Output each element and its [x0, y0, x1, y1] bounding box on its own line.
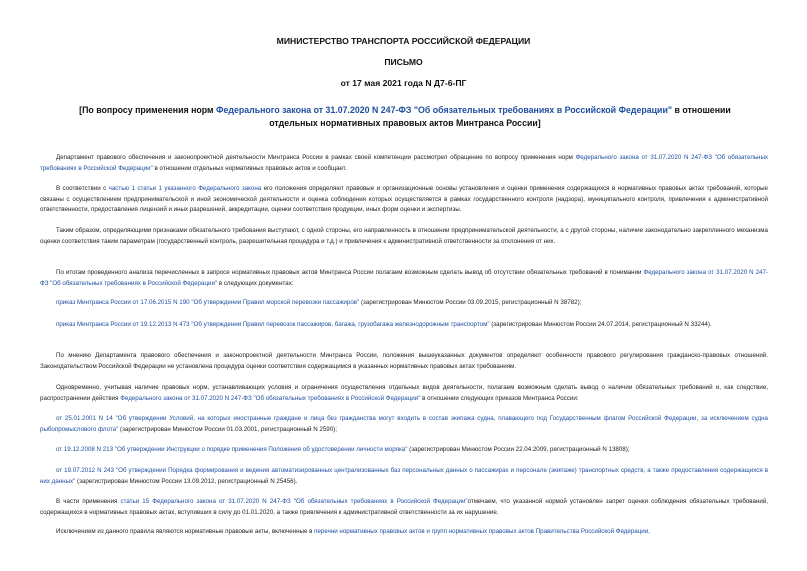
p12-text: В части применения: [56, 498, 121, 505]
paragraph-11: [40, 466, 768, 487]
p10-order-link[interactable]: от 19.12.2008 N 213 "Об утверждении Инструкции о порядке применения Положения об удостоверении личности моряка": [56, 446, 408, 453]
p1-text: Департамент правового обеспечения и законопроектной деятельности Минтранса России в рамках своей компетенции рассмотрел обращение по вопросу применения норм: [56, 154, 576, 161]
p4-text: По итогам проведенного анализа перечисленных в запросе нормативных правовых актов Минтранса России полагаем возможным сделать вывод об отсутствии обязательных требований в понимании: [56, 269, 644, 276]
subject-law-link[interactable]: Федерального закона от 31.07.2020 N 247-ФЗ "Об обязательных требованиях в Российской Федерации": [215, 105, 673, 115]
subject-suffix: в отношении отдельных нормативных правовых актов Минтранса России]: [269, 105, 731, 128]
p5-text-end: (зарегистрирован Минюстом России 03.09.2015, регистрационный N 38782);: [359, 299, 582, 306]
p1-law-link[interactable]: Федерального закона от 31.07.2020 N 247-ФЗ "Об обязательных требованиях в Российской Федерации": [40, 154, 768, 172]
document-date-number: от 17 мая 2021 года N Д7-6-ПГ: [340, 78, 467, 88]
p2-text: В соответствии с: [56, 185, 109, 192]
paragraph-3: Таким образом, определяющими признаками обязательного требования выступают, с одной стороны, его направленность в отношении предпринимательской деятельности, а с другой стороны, наличие законодательно закрепленного механизма оценки соответствия таким параметрам (государственный контроль, разрешительная процедура и т.д.) и привлечения к административной ответственности за отклонения от них.: [40, 227, 768, 245]
paragraph-12: [40, 497, 768, 518]
paragraph-8: [40, 383, 768, 404]
p12-text-end: отмечаем, что указанной нормой установлен запрет оценки соблюдения обязательных требований, содержащихся в нормативных правовых актах, вступивших в силу до 01.01.2020, а также привлечения к административной ответственности за их нарушение.: [40, 498, 769, 516]
p13-list-link[interactable]: перечни нормативных правовых актов и групп нормативных правовых актов Правительства Российской Федерации,: [314, 528, 650, 535]
p12-article-link[interactable]: статьи 15 Федерального закона от 31.07.2020 N 247-ФЗ "Об обязательных требованиях в Российской Федерации": [120, 498, 468, 505]
p8-text: Одновременно, учитывая наличие правовых норм, устанавливающих условия и ограничения осуществления отдельных видов деятельности, полагаем возможным сделать вывод о наличии обязательных требований и, как следствие, распространении действия: [40, 384, 768, 402]
ministry-title: МИНИСТЕРСТВО ТРАНСПОРТА РОССИЙСКОЙ ФЕДЕРАЦИИ: [276, 36, 531, 46]
p8-text-end: в отношении следующих приказов Минтранса России:: [420, 394, 579, 402]
paragraph-13: [40, 527, 768, 538]
p2-article-link[interactable]: частью 1 статьи 1 указанного Федерального закона: [108, 185, 262, 192]
p13-text: Исключением из данного правила являются нормативные правовые акты, включенные в: [56, 528, 315, 535]
paragraph-2: [40, 184, 768, 216]
paragraph-10: [40, 445, 768, 456]
p9-order-link[interactable]: от 25.01.2001 N 14 "Об утверждении Условий, на которых иностранные граждане и лица без гражданства могут входить в состав экипажа судна, плавающего под Государственным флагом Российской Федерации, за исключением судна рыбопромыслового флота": [40, 415, 768, 433]
paragraph-7: По мнению Департамента правового обеспечения и законопроектной деятельности Минтранса России, положения вышеуказанных документов определяют особенности правового регулирования гражданско-правовых отношений. Законодательством Российской Федерации не установлена процедура оценки соответствия содержащимся в указанных нормативных правовых актах требованиям.: [40, 352, 768, 370]
p11-text-end: (зарегистрирован Минюстом России 13.09.2012, регистрационный N 25456).: [75, 477, 298, 485]
p10-text-end: (зарегистрирован Минюстом России 22.04.2009, регистрационный N 13808);: [407, 446, 630, 453]
p1-text-end: в отношении отдельных нормативных правовых актов и сообщает.: [152, 164, 347, 172]
paragraph-1: [40, 153, 768, 174]
paragraph-6: [40, 320, 768, 331]
document-type: ПИСЬМО: [384, 57, 423, 67]
p6-text-end: (зарегистрирован Минюстом России 24.07.2014, регистрационный N 33244).: [489, 321, 712, 328]
p4-law-link[interactable]: Федерального закона от 31.07.2020 N 247-ФЗ "Об обязательных требованиях в Российской Федерации": [40, 269, 768, 287]
p6-order-link[interactable]: приказ Минтранса России от 19.12.2013 N 473 "Об утверждении Правил перевозок пассажиров, багажа, грузобагажа железнодорожным транспортом": [56, 321, 490, 328]
document-subject: [60, 104, 750, 129]
p8-law-link[interactable]: Федерального закона от 31.07.2020 N 247-ФЗ "Об обязательных требованиях в Российской Федерации": [120, 394, 421, 402]
paragraph-4: [40, 268, 768, 289]
paragraph-5: [40, 298, 768, 309]
p2-text-end: его положения определяют правовые и организационные основы установления и оценки применения содержащихся в нормативных правовых актах требований, которые связаны с осуществлением предпринимательской и иной экономической деятельности и оценка соблюдения которых осуществляется в рамках государственного контроля (надзора), муниципального контроля, привлечения к административной ответственности, предоставления лицензий и иных разрешений, аккредитации, оценки соответствия продукции, иных форм оценки и экспертизы.: [40, 185, 768, 214]
p5-order-link[interactable]: приказ Минтранса России от 17.06.2015 N 190 "Об утверждении Правил морской перевозки пассажиров": [56, 299, 360, 306]
p9-text-end: (зарегистрирован Минюстом России 01.03.2001, регистрационный N 2590);: [118, 425, 337, 433]
subject-prefix: [По вопросу применения норм: [79, 105, 216, 115]
paragraph-9: [40, 414, 768, 435]
p4-text-end: в следующих документах:: [217, 279, 294, 287]
p11-order-link[interactable]: от 19.07.2012 N 243 "Об утверждении Порядка формирования и ведения автоматизированных централизованных баз персональных данных о пассажирах и персонале (экипаже) транспортных средств, а также предоставления содержащихся в них данных": [40, 467, 768, 485]
